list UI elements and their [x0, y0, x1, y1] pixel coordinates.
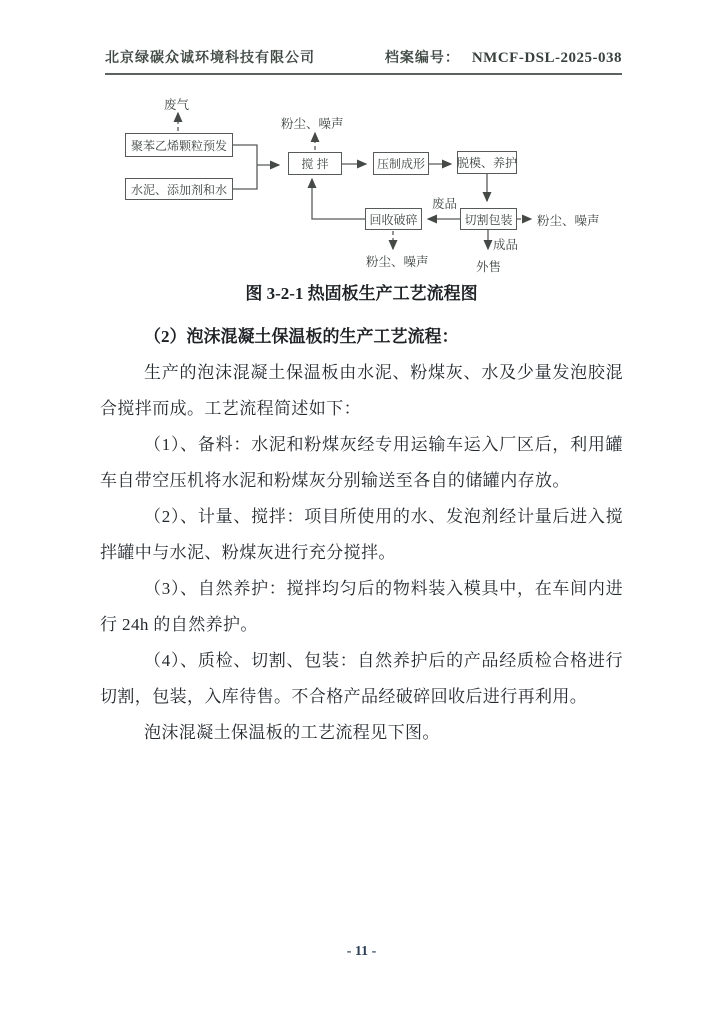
- archive-label: 档案编号：: [384, 51, 460, 66]
- paragraph-step-1: （1）、备料：水泥和粉煤灰经专用运输车运入厂区后，利用罐车自带空压机将水泥和粉煤灰分别输送至各自的储罐内存放。: [100, 435, 623, 490]
- flow-connectors: [0, 0, 723, 290]
- flow-label-waste-gas: 废气: [164, 98, 190, 112]
- flow-label-dust-noise-right: 粉尘、噪声: [537, 214, 600, 228]
- flow-node-pressing: 压制成形: [373, 152, 429, 175]
- flow-label-waste-product: 废品: [432, 197, 458, 211]
- flow-node-mixing: 搅 拌: [288, 152, 342, 175]
- page-number: - 11 -: [346, 944, 377, 959]
- flow-label-finished-product: 成品: [493, 238, 519, 252]
- flow-label-external-sale: 外售: [476, 260, 502, 274]
- flow-node-recycle-crush: 回收破碎: [365, 208, 422, 230]
- paragraph-step-4: （4）、质检、切割、包装：自然养护后的产品经质检合格进行切割，包装，入库待售。不合格产品经破碎回收后进行再利用。: [100, 651, 623, 706]
- flow-node-materials: 水泥、添加剂和水: [125, 178, 233, 200]
- paragraph-step-3: （3）、自然养护：搅拌均匀后的物料装入模具中，在车间内进行 24h 的自然养护。: [100, 579, 623, 634]
- flow-label-dust-noise-bottom: 粉尘、噪声: [366, 255, 429, 269]
- figure-caption: 图 3-2-1 热固板生产工艺流程图: [245, 284, 478, 303]
- section-subheading: （2）泡沫混凝土保温板的生产工艺流程：: [144, 327, 459, 346]
- flow-node-pre-expand: 聚苯乙烯颗粒预发: [125, 133, 233, 157]
- process-flowchart: [0, 0, 723, 290]
- company-name: 北京绿碳众诚环境科技有限公司: [105, 51, 315, 66]
- archive-number: NMCF-DSL-2025-038: [471, 50, 622, 66]
- paragraph-intro: 生产的泡沫混凝土保温板由水泥、粉煤灰、水及少量发泡胶混合搅拌而成。工艺流程简述如下：: [100, 363, 623, 418]
- flow-label-dust-noise-top: 粉尘、噪声: [281, 117, 344, 131]
- paragraph-step-2: （2）、计量、搅拌：项目所使用的水、发泡剂经计量后进入搅拌罐中与水泥、粉煤灰进行充分搅拌。: [100, 507, 623, 562]
- body-text: [100, 281, 623, 751]
- flow-node-cut-pack: 切割包装: [460, 208, 517, 230]
- paragraph-closing: 泡沫混凝土保温板的工艺流程见下图。: [144, 723, 440, 742]
- flow-node-demold-cure: 脱模、养护: [457, 151, 517, 174]
